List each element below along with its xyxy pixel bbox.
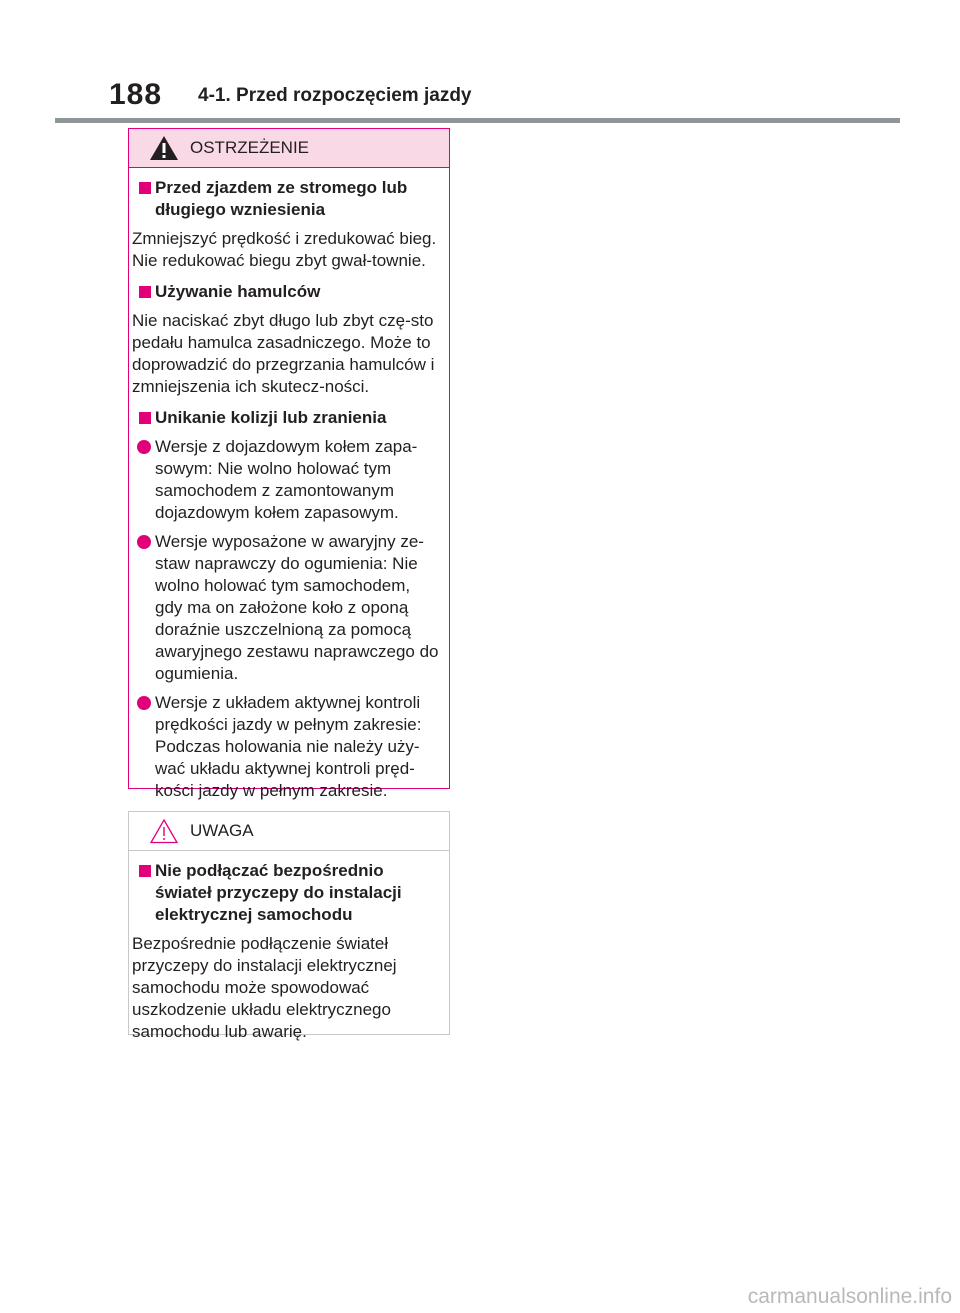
warning-text: Zmniejszyć prędkość i zredukować bieg. Nie redukować biegu zbyt gwał-townie. — [132, 229, 437, 270]
warning-heading: Unikanie kolizji lub zranienia — [132, 407, 439, 429]
watermark: carmanualsonline.info — [747, 1285, 952, 1308]
warning-box — [128, 128, 450, 800]
warning-filled-icon — [146, 135, 182, 161]
round-bullet-icon — [137, 535, 151, 549]
round-bullet-icon — [137, 440, 151, 454]
warning-title: OSTRZEŻENIE — [190, 138, 310, 157]
notice-title: UWAGA — [190, 821, 254, 840]
warning-heading: Używanie hamulców — [132, 281, 439, 303]
square-bullet-icon — [139, 865, 151, 877]
caution-outline-icon — [146, 818, 182, 844]
warning-body — [129, 168, 449, 802]
warning-text: Nie naciskać zbyt długo lub zbyt czę-sto pedału hamulca zasadniczego. Może to doprowadzić do przegrzania hamulców i zmniejszenia ich skutecz-ności. — [132, 311, 435, 396]
notice-box-header — [129, 812, 449, 851]
notice-heading: Nie podłączać bezpośrednio świateł przyczepy do instalacji elektrycznej samochodu — [132, 860, 439, 926]
square-bullet-icon — [139, 286, 151, 298]
warning-heading: Przed zjazdem ze stromego lub długiego wzniesienia — [132, 177, 439, 221]
notice-body — [129, 851, 449, 1043]
notice-text: Bezpośrednie podłączenie świateł przyczepy do instalacji elektrycznej samochodu może spowodować uszkodzenie układu elektrycznego samochodu lub awarię. — [132, 934, 397, 1041]
page-number: 188 — [109, 78, 163, 111]
section-title: 4-1. Przed rozpoczęciem jazdy — [198, 85, 472, 106]
warning-bullet: Wersje z układem aktywnej kontroli prędkości jazdy w pełnym zakresie: Podczas holowania nie należy uży-wać układu aktywnej kontroli pręd-kości jazdy w pełnym zakresie. — [132, 692, 439, 802]
warning-box-header — [129, 129, 449, 168]
warning-bullet: Wersje wyposażone w awaryjny ze-staw naprawczy do ogumienia: Nie wolno holować tym samochodem, gdy ma on założone koło z oponą doraźnie uszczelnioną za pomocą awaryjnego zestawu naprawczego do ogumienia. — [132, 531, 439, 685]
notice-box — [128, 811, 450, 1041]
page-header — [55, 78, 900, 123]
round-bullet-icon — [137, 696, 151, 710]
warning-bullet: Wersje z dojazdowym kołem zapa-sowym: Nie wolno holować tym samochodem z zamontowanym dojazdowym kołem zapasowym. — [132, 436, 439, 524]
square-bullet-icon — [139, 412, 151, 424]
square-bullet-icon — [139, 182, 151, 194]
